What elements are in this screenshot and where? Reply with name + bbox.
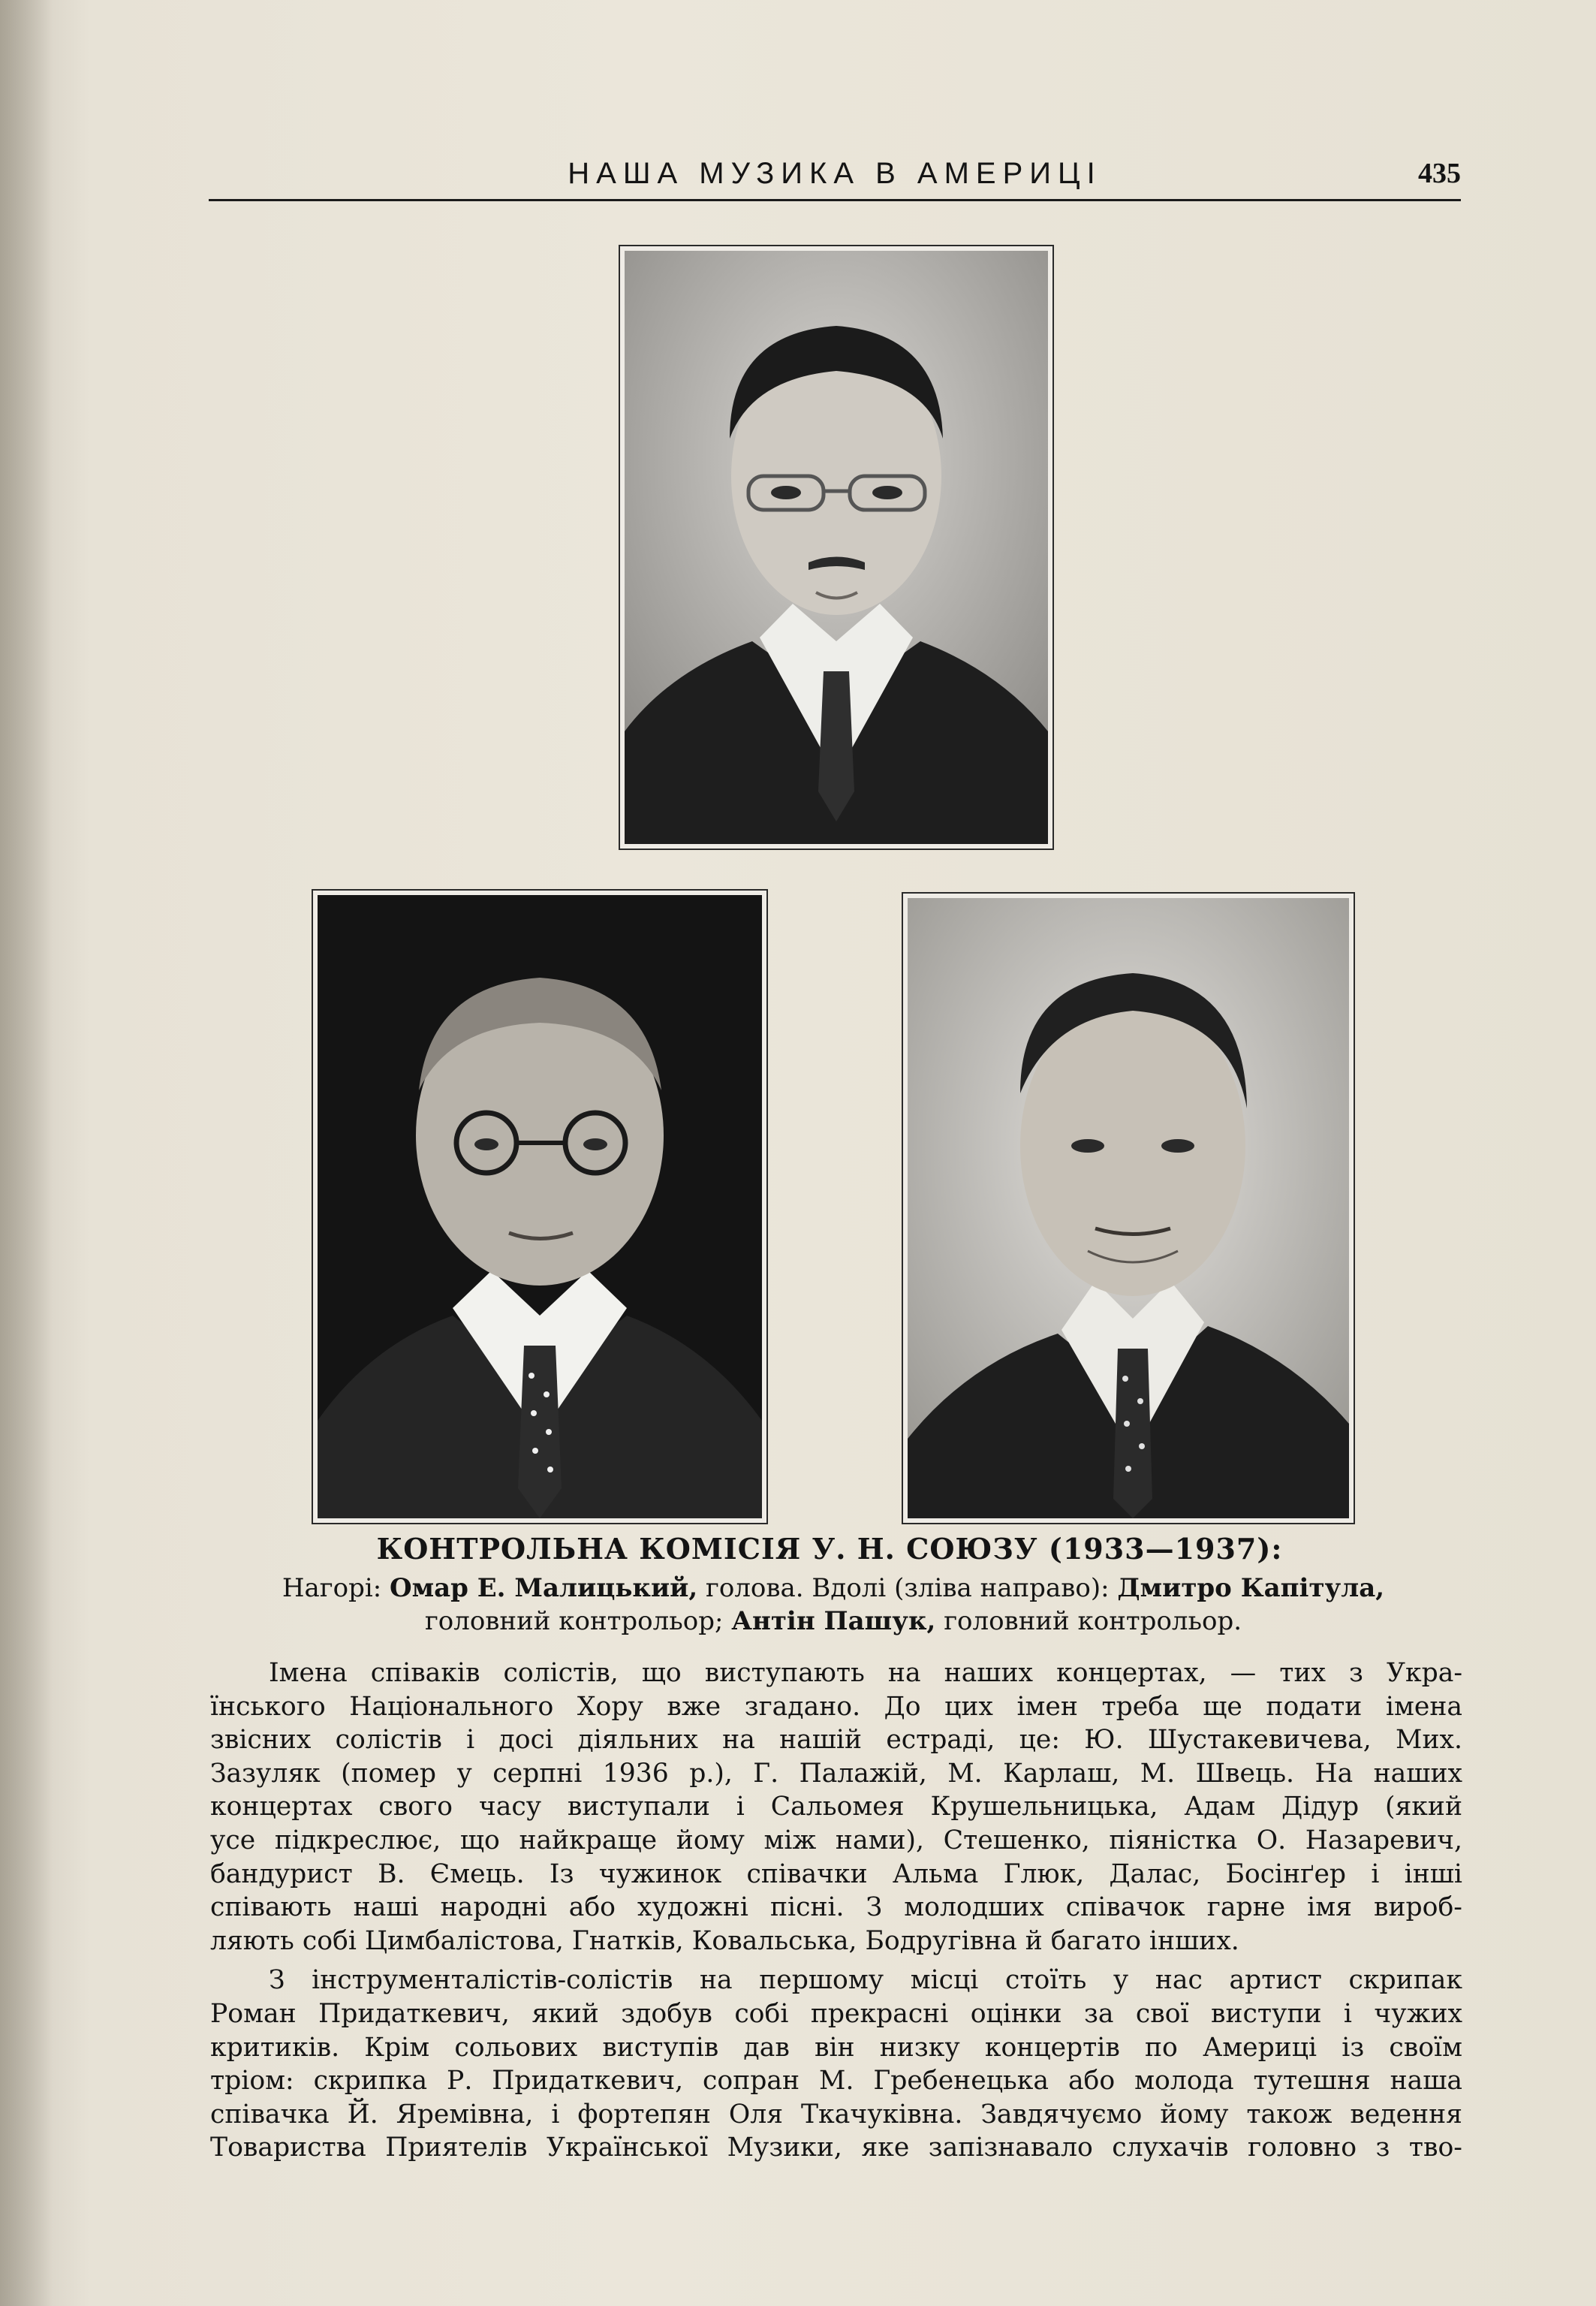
caption-name-pashuk: Антін Пашук,: [731, 1606, 936, 1636]
paragraph-1: [210, 1656, 1462, 1958]
caption-title: КОНТРОЛЬНА КОМІСІЯ У. Н. СОЮЗУ (1933—1937):: [376, 1532, 1283, 1566]
text-line: концертах свого часу виступали і Сальомея Крушельницька, Адам Дідур (який: [210, 1792, 1462, 1822]
body-text: [210, 1656, 1462, 2171]
text-line: Зазуляк (помер у серпні 1936 р.), Г. Палажій, М. Карлаш, М. Швець. На наших: [210, 1758, 1462, 1789]
portrait-bottom-left: [313, 891, 766, 1523]
page-spine-shadow: [0, 0, 53, 2306]
text-line: усе підкреслює, що найкраще йому між нами), Стешенко, піяністка О. Назаревич,: [210, 1825, 1462, 1855]
text-line: тріом: скрипка Р. Придаткевич, сопран М. Гребенецька або молода тутешня наша: [210, 2066, 1462, 2097]
text-line: Роман Придаткевич, який здобув собі прекрасні оцінки за свої виступи і чужих: [210, 1998, 1462, 2029]
portrait-top: [620, 246, 1052, 849]
caption-role-chairman: голова. Вдолі (зліва направо):: [697, 1573, 1118, 1603]
text-line: ляють собі Цимбалістова, Гнатків, Ковальська, Бодругівна й багато інших.: [210, 1925, 1239, 1956]
text-line: Імена співаків солістів, що виступають на наших концертах, — тих з Укра-: [269, 1658, 1462, 1688]
text-line: З інструменталістів-солістів на першому місці стоїть у нас артист скрипак: [269, 1965, 1462, 1996]
text-line: їнського Національного Хору вже згадано. До цих імен треба ще подати імена: [210, 1691, 1462, 1722]
portrait-bottom-right: [903, 894, 1354, 1523]
text-line: критиків. Крім сольових виступів дав він низку концертів по Америці із своїм: [210, 2032, 1462, 2063]
portrait-top-image: [625, 251, 1048, 844]
portrait-bottom-left-image: [318, 895, 762, 1518]
text-line: бандурист В. Ємець. Із чужинок співачки Альма Глюк, Далас, Босінґер і інші: [210, 1858, 1462, 1889]
page-number: 435: [1418, 158, 1461, 189]
caption-top-label: Нагорі:: [282, 1573, 390, 1603]
running-title: НАША МУЗИКА В АМЕРИЦІ: [568, 157, 1102, 190]
caption-role-controller-1: головний контрольор;: [424, 1606, 732, 1636]
running-header: [209, 154, 1461, 201]
caption-role-controller-2: головний контрольор.: [935, 1606, 1242, 1636]
caption-name-malytskyi: Омар Е. Малицький,: [389, 1573, 698, 1603]
text-line: співають наші народні або художні пісні. З молодших співачок гарне імя вироб-: [210, 1892, 1462, 1923]
text-line: звісних солістів і досі діяльних на нашій естраді, це: Ю. Шустакевичева, Мих.: [210, 1725, 1462, 1756]
caption-name-kapitula: Дмитро Капітула,: [1117, 1573, 1385, 1603]
portrait-bottom-right-image: [908, 898, 1349, 1518]
paragraph-2: [210, 1964, 1462, 2165]
caption-body: [225, 1572, 1441, 1638]
text-line: Товариства Приятелів Української Музики, яке запізнавало слухачів головно з тво-: [210, 2133, 1462, 2163]
text-line: співачка Й. Яремівна, і фортепян Оля Ткачуківна. Завдячуємо йому також ведення: [210, 2099, 1462, 2130]
